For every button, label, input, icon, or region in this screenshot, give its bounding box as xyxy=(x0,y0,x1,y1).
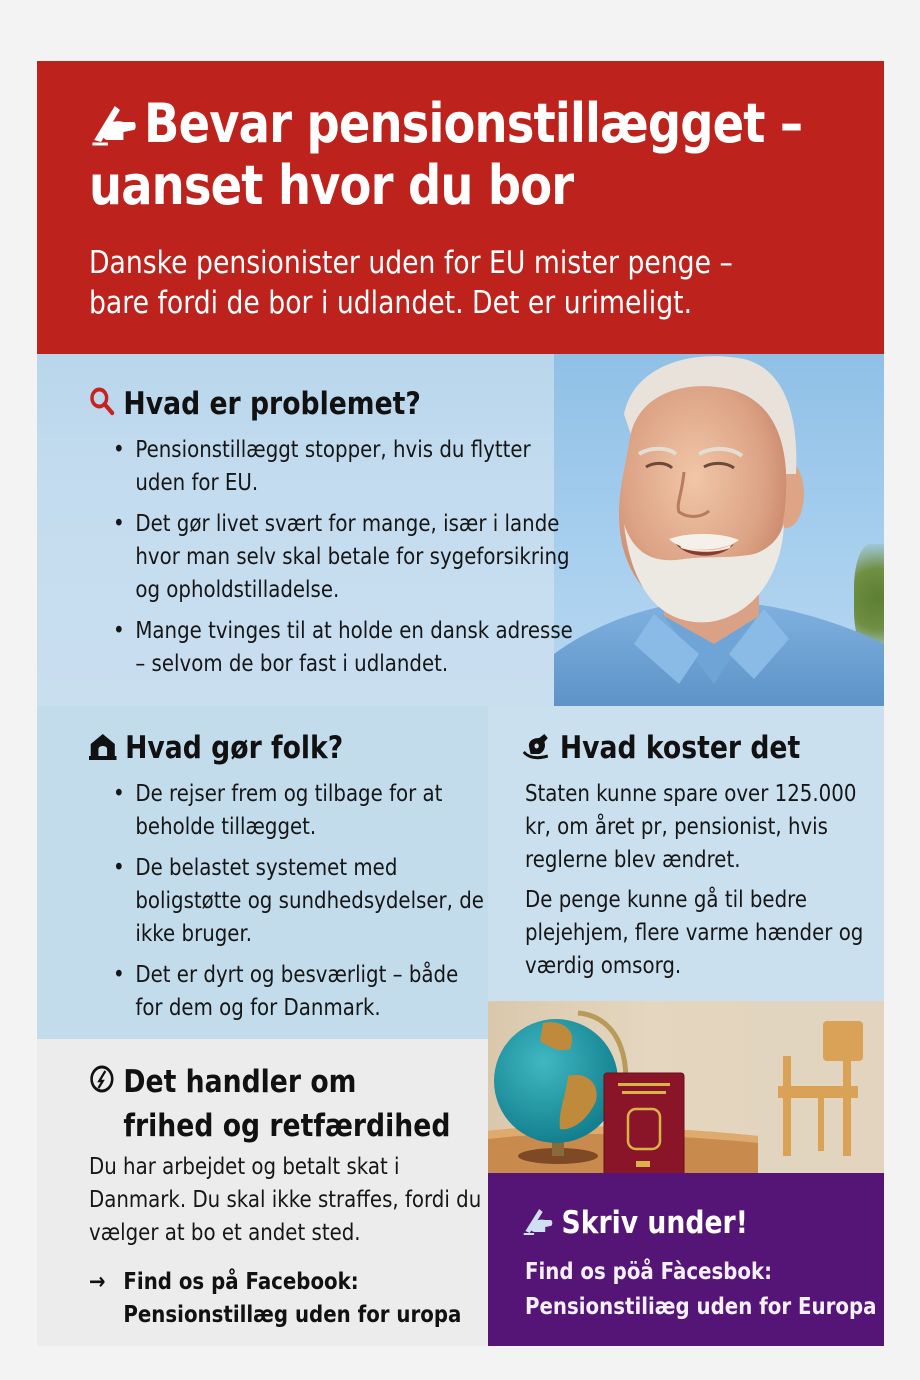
list-item: • De belastet systemet med boligstøtte og sundhedsydelser, de ikke bruger. xyxy=(113,852,491,951)
what-people-do-section xyxy=(37,706,488,1039)
sign-up-section xyxy=(488,1173,884,1346)
list-item: • Det gør livet svært for mange, især i lande hvor man selv skal betale for sygeforsikring og opholdstilladelse. xyxy=(113,508,577,607)
problem-heading: Hvad er problemet? xyxy=(89,384,421,426)
list-item: • De rejser frem og tilbage for at beholde tillægget. xyxy=(113,778,491,844)
header-banner xyxy=(37,61,884,354)
problem-section xyxy=(37,354,884,706)
folk-bullet-list xyxy=(113,778,491,1033)
compass-icon xyxy=(89,1063,115,1105)
freedom-heading: Det handler om frihed og retfærdihed xyxy=(89,1061,450,1147)
list-item: • Mange tvinges til at holde en dansk adresse – selvom de bor fast i udlandet. xyxy=(113,615,577,681)
cost-paragraph-use: De penge kunne gå til bedre plejehjem, flere varme hænder og værdig omsorg. xyxy=(525,887,864,979)
cost-heading: Hvad koster det xyxy=(522,728,800,770)
sign-facebook-link[interactable]: Find os pöå Fàcesbok: Pensionstiliæg uden for Europa xyxy=(525,1259,877,1320)
facebook-link[interactable]: → Find os på Facebook: Pensionstillæg uden for uropa xyxy=(89,1266,461,1332)
elderly-man-photo xyxy=(554,354,884,706)
globe-and-passport-photo xyxy=(488,1001,884,1173)
search-icon xyxy=(89,386,115,426)
signing-hand-icon xyxy=(89,97,137,143)
cost-paragraph-savings: Staten kunne spare over 125.000 kr, om året pr, pensionist, hvis reglerne blev ændret. xyxy=(525,781,857,873)
poster xyxy=(37,61,884,1346)
sign-heading[interactable]: Skriv under! xyxy=(522,1203,748,1245)
list-item: • Det er dyrt og besværligt – både for dem og for Danmark. xyxy=(113,959,491,1025)
money-hand-icon xyxy=(522,730,551,770)
facebook-page-name[interactable]: Pensionstillæg uden for uropa xyxy=(123,1302,462,1328)
arrow-right-icon: → xyxy=(89,1269,106,1295)
cost-section xyxy=(488,706,884,1001)
freedom-justice-section xyxy=(37,1039,488,1346)
folk-heading: Hvad gør folk? xyxy=(89,728,343,770)
freedom-paragraph: Du har arbejdet og betalt skat i Danmark. Du skal ikke straffes, fordi du vælger at bo et andet sted. xyxy=(89,1154,482,1246)
page-title: Bevar pensionstillægget – uanset hvor du bor xyxy=(89,92,803,217)
signing-hand-icon xyxy=(522,1205,553,1245)
house-icon xyxy=(89,730,117,770)
list-item: • Pensionstillæggt stopper, hvis du flytter uden for EU. xyxy=(113,434,577,500)
page-subtitle: Danske pensionister uden for EU mister penge – bare fordi de bor i udlandet. Det er urimeligt. xyxy=(89,245,733,321)
problem-bullet-list xyxy=(113,434,577,689)
